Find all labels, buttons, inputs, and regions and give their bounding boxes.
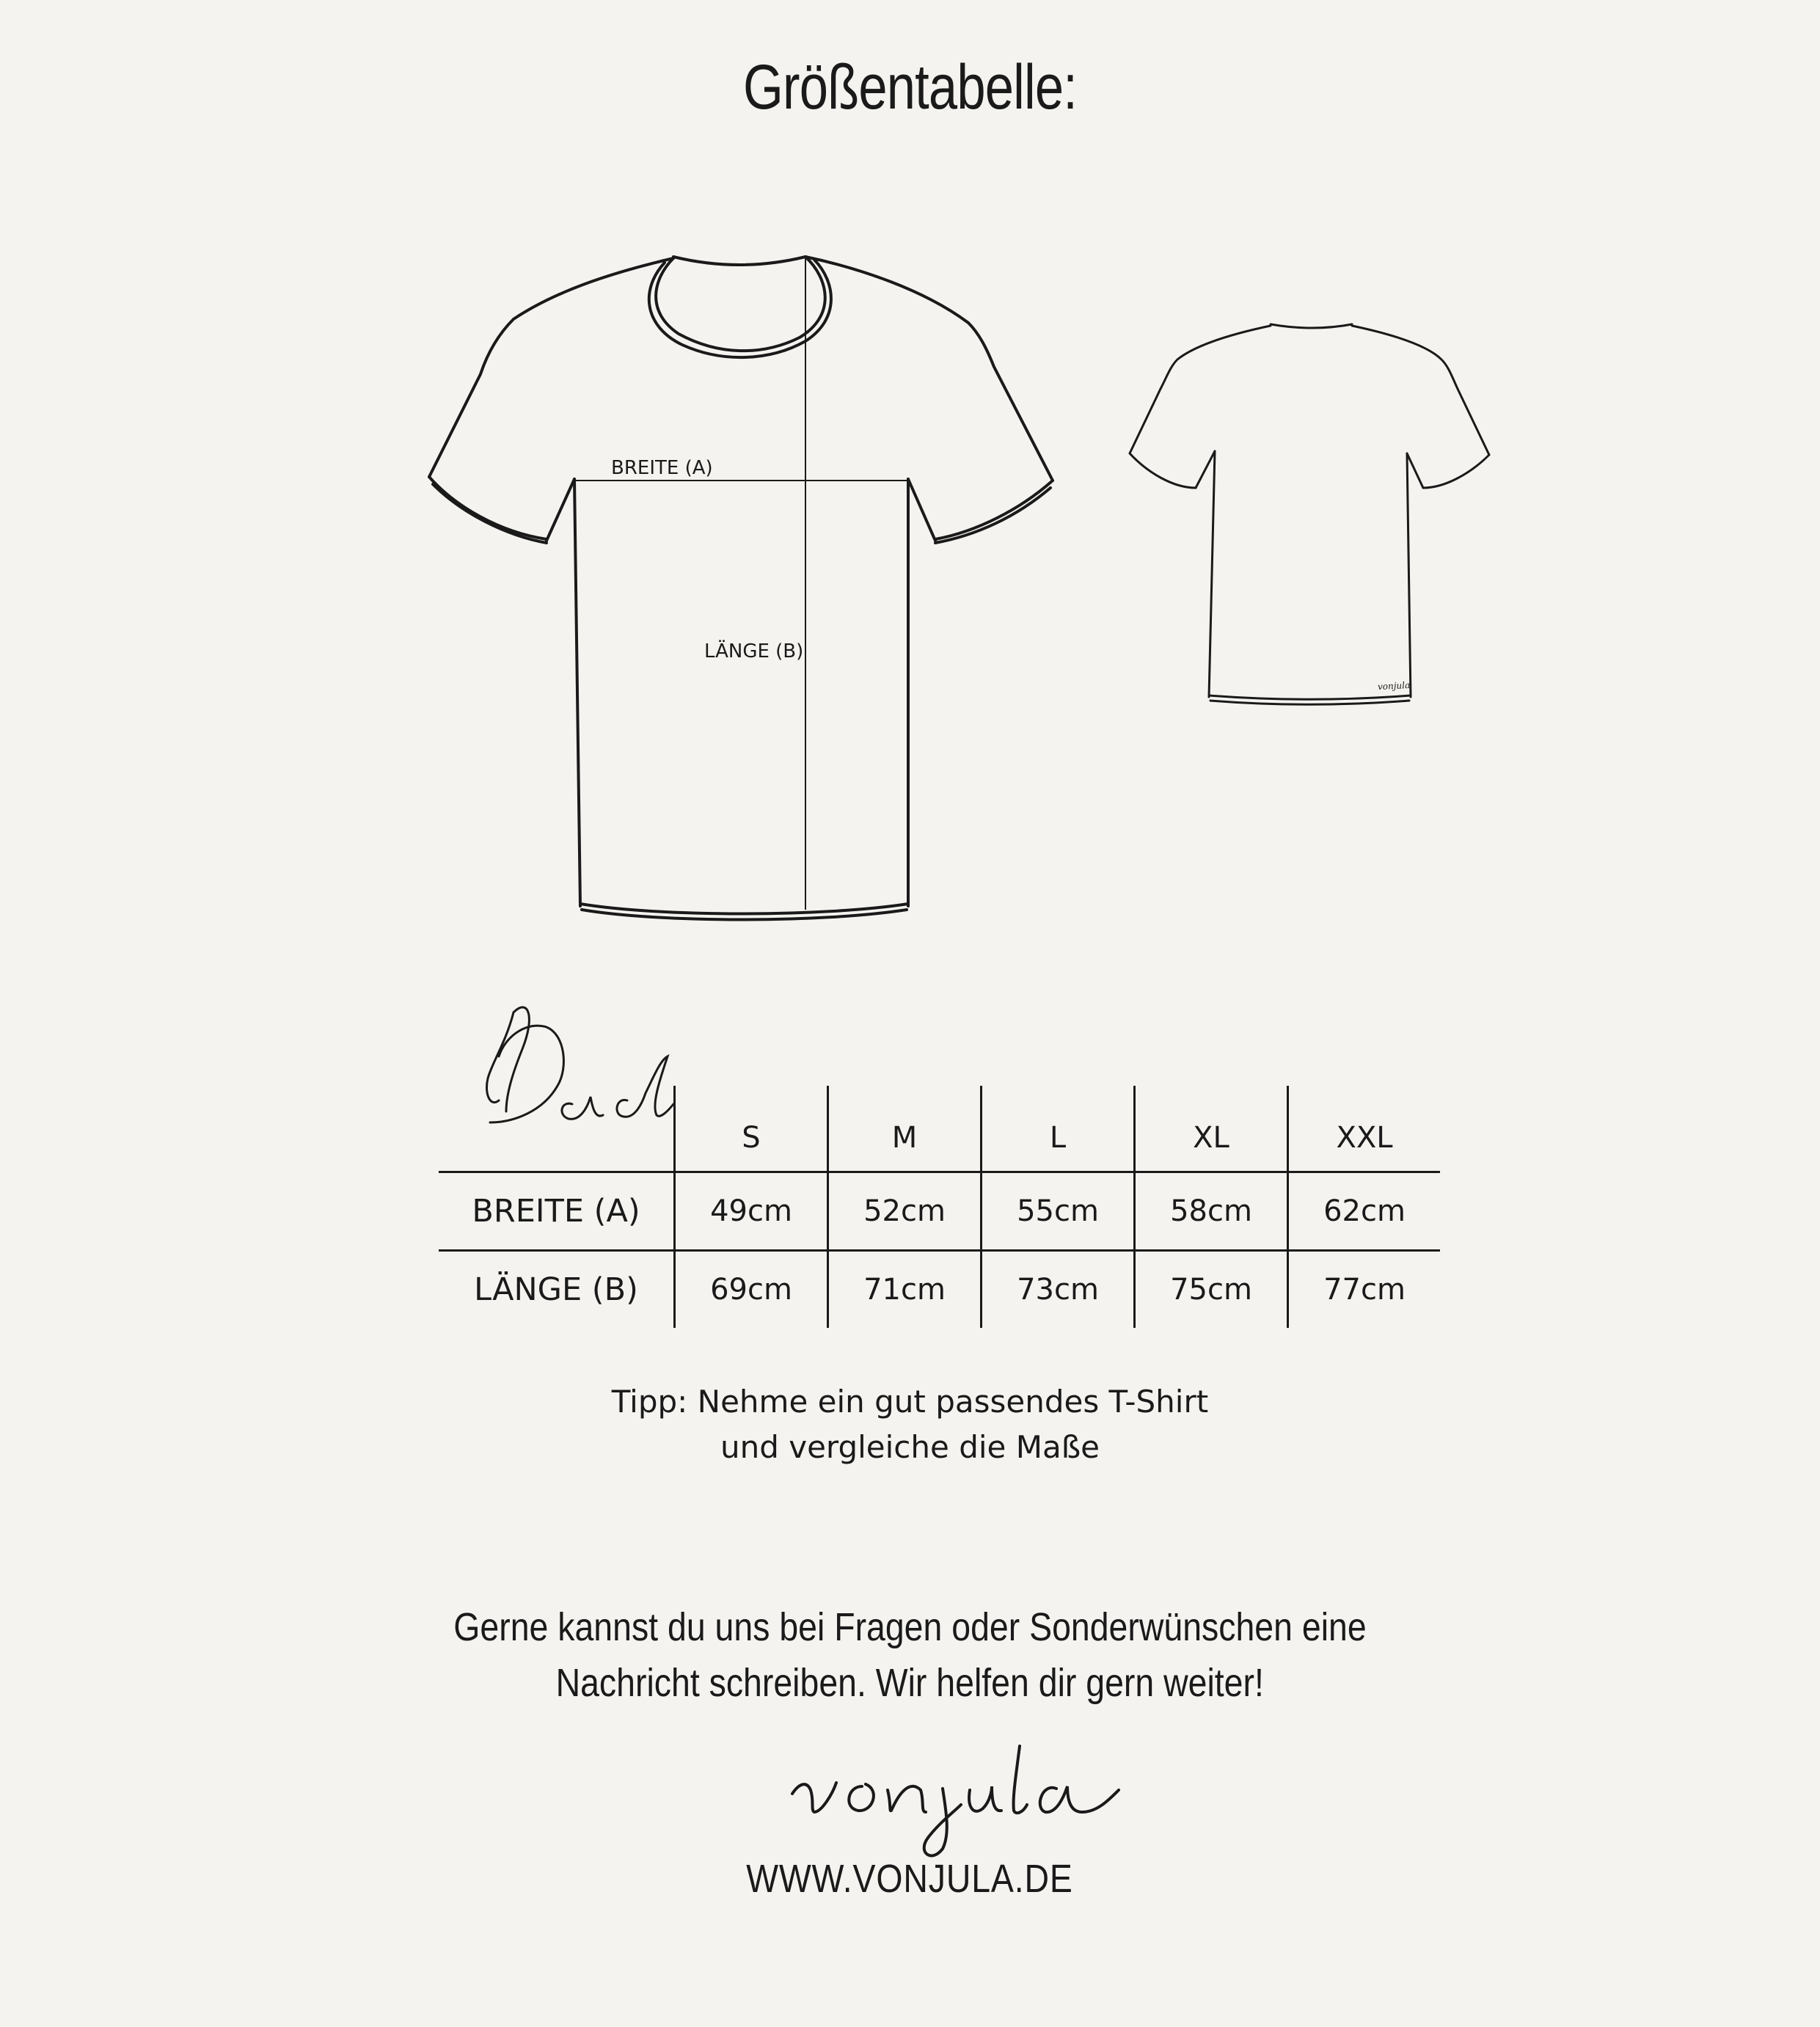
model-cell: [439, 1086, 675, 1172]
page-title: Größentabelle:: [743, 52, 1077, 123]
length-value-xl: 75cm: [1135, 1251, 1288, 1329]
website-text: WWW.VONJULA.DE: [746, 1857, 1074, 1901]
row-label-length: LÄNGE (B): [474, 1271, 638, 1308]
width-label: BREITE (A): [611, 457, 713, 479]
size-header-l: L: [982, 1086, 1135, 1172]
size-header-m: M: [828, 1086, 982, 1172]
width-value-m: 52cm: [828, 1172, 982, 1251]
width-value-xl: 58cm: [1135, 1172, 1288, 1251]
length-label: LÄNGE (B): [704, 640, 804, 662]
tip-text: [0, 1379, 1820, 1470]
table-row-length: [439, 1251, 1440, 1329]
size-header-xxl: XXL: [1288, 1086, 1441, 1172]
length-value-s: 69cm: [675, 1251, 828, 1329]
width-value-l: 55cm: [982, 1172, 1135, 1251]
website-link[interactable]: [0, 1856, 1820, 1902]
length-value-m: 71cm: [828, 1251, 982, 1329]
table-row-width: [439, 1172, 1440, 1251]
contact-line-2: Nachricht schreiben. Wir helfen dir gern weiter!: [555, 1661, 1265, 1705]
width-value-xxl: 62cm: [1288, 1172, 1441, 1251]
size-header-row: [439, 1086, 1440, 1172]
length-value-xxl: 77cm: [1288, 1251, 1441, 1329]
length-value-l: 73cm: [982, 1251, 1135, 1329]
size-header-xl: XL: [1135, 1086, 1288, 1172]
row-label-width: BREITE (A): [439, 1172, 675, 1251]
width-value-s: 49cm: [675, 1172, 828, 1251]
back-tshirt-drawing: [1130, 324, 1489, 704]
tip-line-1: Tipp: Nehme ein gut passendes T-Shirt: [611, 1384, 1209, 1420]
contact-line-1: Gerne kannst du uns bei Fragen oder Sonderwünschen eine: [453, 1605, 1367, 1649]
tip-line-2: und vergleiche die Maße: [720, 1429, 1100, 1465]
front-tshirt-drawing: [429, 257, 1053, 920]
contact-note: [0, 1599, 1820, 1711]
vonjula-logo: [792, 1746, 1119, 1855]
size-header-s: S: [675, 1086, 828, 1172]
size-table: [439, 1086, 1440, 1328]
back-tag-label: vonjula: [1377, 679, 1411, 693]
